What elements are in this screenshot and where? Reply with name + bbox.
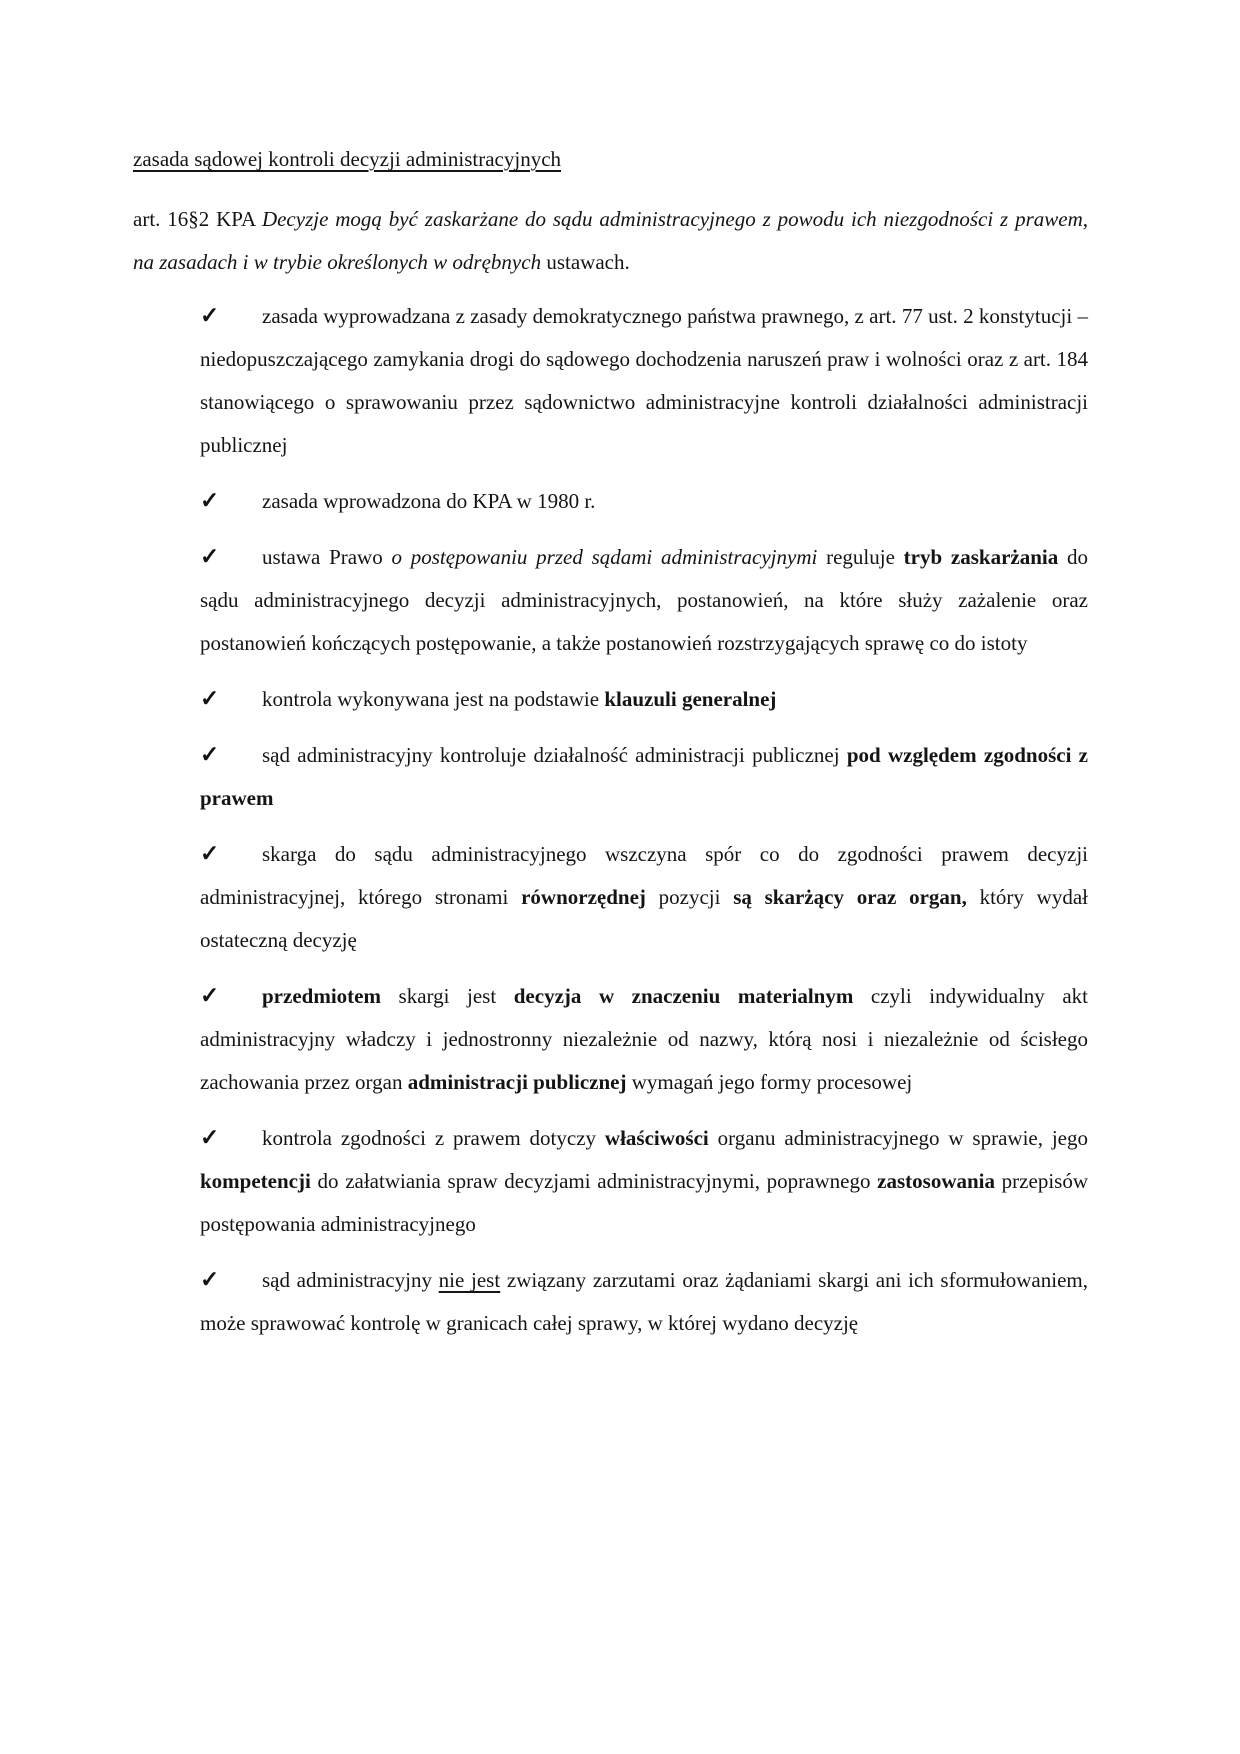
text-segment: pozycji — [645, 885, 734, 909]
text-segment: do załatwiania spraw decyzjami administracyjnymi, poprawnego — [310, 1169, 878, 1193]
text-segment: kontrola wykonywana jest na podstawie — [262, 687, 605, 711]
text-segment: sąd administracyjny — [262, 1268, 439, 1292]
text-segment: przepisów postępowania administracyjnego — [200, 1169, 1088, 1236]
bullet-item-9 — [200, 1258, 1088, 1345]
text-segment: związany zarzutami oraz żądaniami skargi ani ich sformułowaniem, może sprawować kontrolę w granicach całej sprawy, w której wydano decyzję — [200, 1268, 1088, 1335]
text-segment: organu administracyjnego w sprawie, jego — [708, 1126, 1088, 1150]
bullet-list — [133, 294, 1088, 1345]
text-segment: do sądu administracyjnego decyzji administracyjnych, postanowień, na które służy zażalenie oraz postanowień kończących postępowanie, a także postanowień rozstrzygających sprawę co do istoty — [200, 545, 1088, 655]
text-segment: klauzuli generalnej — [604, 687, 777, 711]
bullet-item-1 — [200, 294, 1088, 467]
bullet-item-3 — [200, 535, 1088, 665]
text-segment: zastosowania — [877, 1169, 995, 1193]
text-segment: zasada wprowadzona do KPA w 1980 r. — [262, 489, 596, 513]
checkmark-icon: ✓ — [200, 686, 220, 711]
checkmark-icon: ✓ — [200, 544, 220, 569]
text-segment: który wydał ostateczną decyzję — [200, 885, 1088, 952]
checkmark-icon: ✓ — [200, 983, 220, 1008]
text-segment: czyli indywidualny akt administracyjny władczy i jednostronny niezależnie od nazwy, którą nosi i niezależnie od ścisłego zachowania przez organ — [200, 984, 1088, 1094]
text-segment: tryb zaskarżania — [903, 545, 1059, 569]
text-segment: równorzędnej — [521, 885, 646, 909]
text-segment: nie jest — [438, 1268, 501, 1292]
intro-paragraph — [133, 198, 1088, 284]
text-segment: pod względem zgodności z prawem — [200, 743, 1088, 810]
bullet-item-2 — [200, 479, 1088, 523]
checkmark-icon: ✓ — [200, 742, 220, 767]
text-segment: ustawa Prawo — [262, 545, 392, 569]
checkmark-icon: ✓ — [200, 841, 220, 866]
checkmark-icon: ✓ — [200, 303, 220, 328]
checkmark-icon: ✓ — [200, 1267, 220, 1292]
bullet-item-8 — [200, 1116, 1088, 1246]
text-segment: właściwości — [604, 1126, 709, 1150]
text-segment: skarga do sądu administracyjnego wszczyna spór co do zgodności prawem decyzji administracyjnej, którego stronami — [200, 842, 1088, 909]
page-title: zasada sądowej kontroli decyzji administracyjnych — [133, 147, 562, 171]
text-segment: wymagań jego formy procesowej — [626, 1070, 913, 1094]
bullet-item-4 — [200, 677, 1088, 721]
text-segment: Decyzje mogą być zaskarżane do sądu administracyjnego z powodu ich niezgodności z prawem, na zasadach i w trybie określonych w odrębnych — [133, 207, 1089, 274]
text-segment: skargi jest — [380, 984, 514, 1008]
text-segment: o postępowaniu przed sądami administracyjnymi — [391, 545, 818, 569]
bullet-item-5 — [200, 733, 1088, 820]
text-segment: przedmiotem — [262, 984, 381, 1008]
bullet-item-6 — [200, 832, 1088, 962]
text-segment: decyzja w znaczeniu materialnym — [513, 984, 854, 1008]
checkmark-icon: ✓ — [200, 1125, 220, 1150]
text-segment: kontrola zgodności z prawem dotyczy — [262, 1126, 605, 1150]
text-segment: kompetencji — [200, 1169, 311, 1193]
text-segment: sąd administracyjny kontroluje działalność administracji publicznej — [262, 743, 847, 767]
text-segment: art. 16§2 KPA — [133, 207, 262, 231]
text-segment: administracji publicznej — [407, 1070, 627, 1094]
text-segment: reguluje — [817, 545, 904, 569]
text-segment: są skarżący oraz organ, — [733, 885, 967, 909]
checkmark-icon: ✓ — [200, 488, 220, 513]
text-segment: zasada wyprowadzana z zasady demokratycznego państwa prawnego, z art. 77 ust. 2 konstytucji – niedopuszczającego zamykania drogi do sądowego dochodzenia naruszeń praw i wolności oraz z art. 184 stanowiącego o sprawowaniu przez sądownictwo administracyjne kontroli działalności administracji publicznej — [200, 304, 1088, 457]
text-segment: ustawach. — [546, 250, 630, 274]
bullet-item-7 — [200, 974, 1088, 1104]
